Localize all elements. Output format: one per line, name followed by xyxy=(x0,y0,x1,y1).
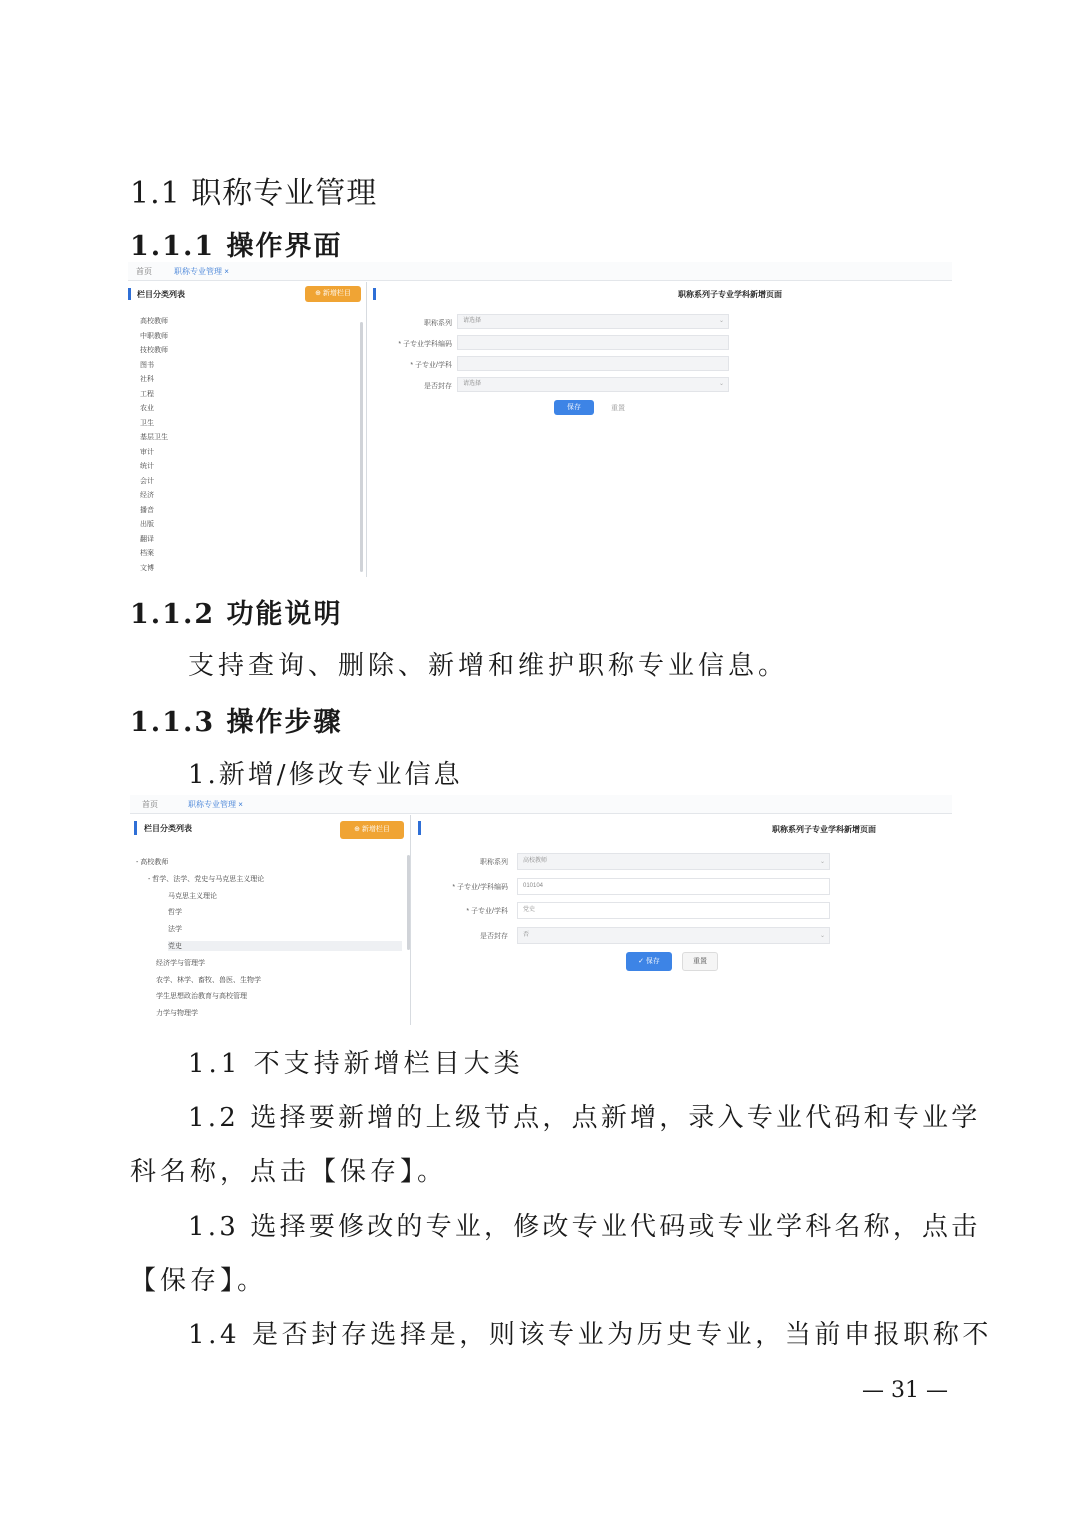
sealed-label: 是否封存 xyxy=(424,383,452,390)
sealed-select-value: 否 xyxy=(523,932,530,938)
item-1-1: 1.1 不支持新增栏目大类 xyxy=(188,1049,524,1079)
code-label: * 子专业/学科编码 xyxy=(452,884,508,891)
series-label: 职称系列 xyxy=(480,859,508,866)
reset-button[interactable]: 重置 xyxy=(611,405,625,412)
tab-title-major[interactable]: 职称专业管理 × xyxy=(188,800,243,809)
add-category-button[interactable]: ⊕ 新增栏目 xyxy=(340,821,404,839)
tree-node[interactable]: 力学与物理学 xyxy=(156,1010,198,1018)
item-1-2-line1: 1.2 选择要新增的上级节点，点新增，录入专业代码和专业学 xyxy=(188,1103,981,1133)
code-input-value: 010104 xyxy=(523,883,544,889)
add-category-button[interactable]: ⊕ 新增栏目 xyxy=(305,286,361,302)
tree-node[interactable]: 党史 xyxy=(168,941,402,951)
code-input[interactable] xyxy=(517,878,830,895)
category-item[interactable]: 工程 xyxy=(140,390,154,398)
scrollbar[interactable] xyxy=(407,855,410,950)
category-item[interactable]: 社科 xyxy=(140,376,154,383)
category-item[interactable]: 高校教师 xyxy=(140,318,168,325)
category-item[interactable]: 技校教师 xyxy=(140,347,168,354)
sealed-label: 是否封存 xyxy=(480,933,508,940)
accent-bar xyxy=(134,821,137,835)
sealed-select-value: 请选择 xyxy=(463,381,482,387)
subsection-function-title: 1.1.2 功能说明 xyxy=(130,599,343,630)
sealed-select[interactable] xyxy=(457,377,729,392)
category-tree-pane xyxy=(130,815,411,1025)
scrollbar[interactable] xyxy=(360,322,363,572)
accent-bar xyxy=(418,821,421,835)
form-pane xyxy=(368,282,952,577)
category-pane xyxy=(128,282,367,577)
tree-node[interactable]: 法学 xyxy=(168,926,182,934)
category-item[interactable]: 经济 xyxy=(140,492,154,499)
item-1-3-line1: 1.3 选择要修改的专业，修改专业代码或专业学科名称，点击 xyxy=(188,1212,981,1242)
series-select-value: 请选择 xyxy=(463,318,482,324)
tree-node[interactable]: 哲学 xyxy=(168,909,182,917)
sealed-select[interactable] xyxy=(517,927,830,944)
tab-home[interactable]: 首页 xyxy=(142,800,158,809)
item-1-2-line2: 科名称，点击【保存】。 xyxy=(130,1157,448,1187)
category-item[interactable]: 图书 xyxy=(140,361,154,369)
page-number: — 31 — xyxy=(862,1378,948,1403)
name-label: * 子专业/学科 xyxy=(410,362,452,369)
tab-bar xyxy=(130,795,952,814)
tree-node[interactable]: 经济学与管理学 xyxy=(156,959,205,967)
tree-node[interactable]: 马克思主义理论 xyxy=(168,892,217,900)
screenshot-add-edit xyxy=(130,795,952,1025)
tree-node[interactable]: 学生思想政治教育与高校管理 xyxy=(156,993,247,1001)
name-input[interactable] xyxy=(457,356,729,371)
item-1-4: 1.4 是否封存选择是，则该专业为历史专业，当前申报职称不 xyxy=(188,1320,993,1350)
category-item[interactable]: 中职教师 xyxy=(140,332,168,340)
category-item[interactable]: 翻译 xyxy=(140,535,154,543)
chevron-down-icon: ⌄ xyxy=(819,859,825,865)
chevron-down-icon: ⌄ xyxy=(718,318,724,324)
category-item[interactable]: 会计 xyxy=(140,477,154,485)
section-title: 1.1 职称专业管理 xyxy=(130,176,378,211)
category-item[interactable]: 审计 xyxy=(140,448,154,456)
chevron-down-icon: ⌄ xyxy=(819,933,825,939)
series-select[interactable] xyxy=(517,853,830,870)
save-button[interactable]: 保存 xyxy=(554,400,594,415)
function-description: 支持查询、删除、新增和维护职称专业信息。 xyxy=(188,651,789,681)
tab-bar xyxy=(128,262,952,281)
category-item[interactable]: 文博 xyxy=(140,564,154,572)
accent-bar xyxy=(128,288,131,300)
subsection-steps-title: 1.1.3 操作步骤 xyxy=(130,707,343,738)
accent-bar xyxy=(373,288,376,300)
tree-node[interactable]: - 高校教师 xyxy=(136,859,169,866)
item-1-3-line2: 【保存】。 xyxy=(130,1266,268,1296)
step-1-heading: 1.新增/修改专业信息 xyxy=(188,760,463,790)
form-title: 职称系列子专业学科新增页面 xyxy=(772,825,876,834)
category-list-title: 栏目分类列表 xyxy=(137,290,185,299)
name-label: * 子专业/学科 xyxy=(466,908,508,915)
category-list-title: 栏目分类列表 xyxy=(144,824,192,833)
category-item[interactable]: 卫生 xyxy=(140,419,154,427)
category-item[interactable]: 农业 xyxy=(140,405,154,412)
form-pane xyxy=(412,815,952,1025)
chevron-down-icon: ⌄ xyxy=(718,381,724,387)
tree-node[interactable]: 农学、林学、畜牧、兽医、生物学 xyxy=(156,976,261,984)
subsection-interface-title: 1.1.1 操作界面 xyxy=(130,231,343,262)
tab-home[interactable]: 首页 xyxy=(136,267,152,276)
tab-title-major[interactable]: 职称专业管理 × xyxy=(174,267,229,276)
series-select-value: 高校教师 xyxy=(523,858,548,864)
category-item[interactable]: 基层卫生 xyxy=(140,434,168,441)
save-button[interactable]: ✓ 保存 xyxy=(626,952,672,971)
screenshot-interface xyxy=(128,262,952,577)
series-select[interactable] xyxy=(457,314,729,329)
category-item[interactable]: 出版 xyxy=(140,521,154,528)
category-item[interactable]: 档案 xyxy=(140,550,154,557)
name-input[interactable] xyxy=(517,902,830,919)
tree-node[interactable]: - 哲学、法学、党史与马克思主义理论 xyxy=(148,875,265,883)
code-label: * 子专业学科编码 xyxy=(398,341,452,348)
code-input[interactable] xyxy=(457,335,729,350)
series-label: 职称系列 xyxy=(424,320,452,327)
form-title: 职称系列子专业学科新增页面 xyxy=(678,290,782,299)
category-item[interactable]: 播音 xyxy=(140,506,154,514)
category-item[interactable]: 统计 xyxy=(140,463,154,470)
reset-button[interactable]: 重置 xyxy=(682,952,718,971)
name-input-value: 党史 xyxy=(523,907,536,913)
